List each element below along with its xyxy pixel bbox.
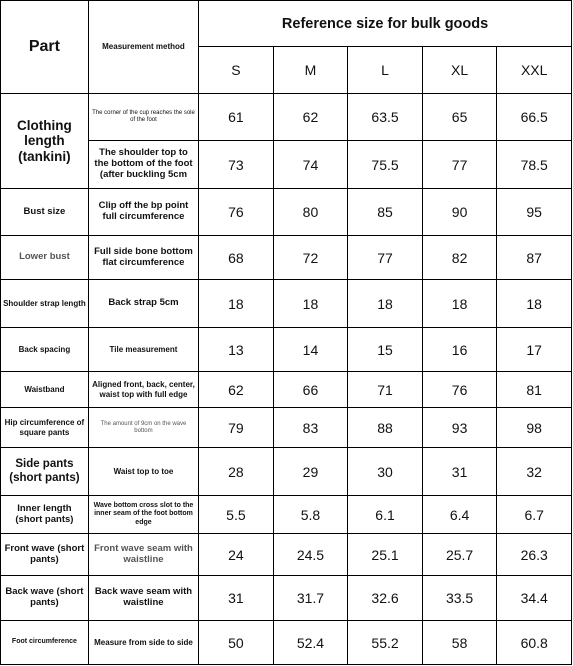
table-row [1,236,572,280]
value-cell: 78.5 [497,141,572,189]
value-cell: 33.5 [422,576,497,621]
table-row [1,534,572,576]
header-size-l: L [348,47,423,94]
table-row [1,189,572,236]
value-cell: 28 [199,448,274,496]
value-cell: 5.8 [273,496,348,534]
header-size-xl: XL [422,47,497,94]
value-cell: 63.5 [348,94,423,141]
value-cell: 18 [273,280,348,328]
value-cell: 62 [273,94,348,141]
table-row [1,280,572,328]
method-cell: Tile measurement [88,328,198,372]
method-cell: The corner of the cup reaches the sole of the foot [88,94,198,141]
value-cell: 30 [348,448,423,496]
value-cell: 75.5 [348,141,423,189]
value-cell: 93 [422,408,497,448]
value-cell: 29 [273,448,348,496]
header-size-s: S [199,47,274,94]
part-cell: Hip circumference of square pants [1,408,89,448]
method-cell: Back wave seam with waistline [88,576,198,621]
table-row [1,408,572,448]
value-cell: 17 [497,328,572,372]
header-method: Measurement method [88,1,198,94]
value-cell: 18 [422,280,497,328]
value-cell: 25.1 [348,534,423,576]
part-cell: Bust size [1,189,89,236]
value-cell: 31 [199,576,274,621]
value-cell: 52.4 [273,621,348,665]
value-cell: 58 [422,621,497,665]
table-row [1,328,572,372]
value-cell: 62 [199,372,274,408]
value-cell: 88 [348,408,423,448]
value-cell: 24 [199,534,274,576]
value-cell: 18 [199,280,274,328]
value-cell: 6.7 [497,496,572,534]
value-cell: 66.5 [497,94,572,141]
value-cell: 79 [199,408,274,448]
value-cell: 76 [422,372,497,408]
value-cell: 81 [497,372,572,408]
method-cell: Full side bone bottom flat circumference [88,236,198,280]
method-cell: The shoulder top to the bottom of the foot (after buckling 5cm [88,141,198,189]
value-cell: 16 [422,328,497,372]
part-cell: Inner length (short pants) [1,496,89,534]
part-cell: Shoulder strap length [1,280,89,328]
value-cell: 87 [497,236,572,280]
part-cell: Lower bust [1,236,89,280]
part-cell: Waistband [1,372,89,408]
value-cell: 55.2 [348,621,423,665]
value-cell: 18 [348,280,423,328]
value-cell: 77 [348,236,423,280]
value-cell: 98 [497,408,572,448]
value-cell: 72 [273,236,348,280]
value-cell: 61 [199,94,274,141]
value-cell: 90 [422,189,497,236]
value-cell: 25.7 [422,534,497,576]
table-row [1,621,572,665]
part-cell: Back spacing [1,328,89,372]
value-cell: 82 [422,236,497,280]
value-cell: 5.5 [199,496,274,534]
value-cell: 14 [273,328,348,372]
value-cell: 31 [422,448,497,496]
value-cell: 32 [497,448,572,496]
value-cell: 6.4 [422,496,497,534]
value-cell: 15 [348,328,423,372]
method-cell: Measure from side to side [88,621,198,665]
method-cell: The amount of 9cm on the wave bottom [88,408,198,448]
part-cell: Front wave (short pants) [1,534,89,576]
value-cell: 31.7 [273,576,348,621]
table-row [1,94,572,141]
value-cell: 76 [199,189,274,236]
method-cell: Clip off the bp point full circumference [88,189,198,236]
part-cell: Clothing length (tankini) [1,94,89,189]
value-cell: 71 [348,372,423,408]
value-cell: 68 [199,236,274,280]
value-cell: 13 [199,328,274,372]
value-cell: 83 [273,408,348,448]
header-size-xxl: XXL [497,47,572,94]
value-cell: 32.6 [348,576,423,621]
method-cell: Waist top to toe [88,448,198,496]
method-cell: Aligned front, back, center, waist top with full edge [88,372,198,408]
value-cell: 34.4 [497,576,572,621]
table-row [1,576,572,621]
table-row [1,448,572,496]
value-cell: 24.5 [273,534,348,576]
value-cell: 6.1 [348,496,423,534]
value-cell: 73 [199,141,274,189]
value-cell: 77 [422,141,497,189]
value-cell: 26.3 [497,534,572,576]
value-cell: 85 [348,189,423,236]
value-cell: 80 [273,189,348,236]
value-cell: 50 [199,621,274,665]
table-row [1,372,572,408]
table-row [1,496,572,534]
value-cell: 18 [497,280,572,328]
method-cell: Front wave seam with waistline [88,534,198,576]
value-cell: 95 [497,189,572,236]
value-cell: 66 [273,372,348,408]
method-cell: Back strap 5cm [88,280,198,328]
method-cell: Wave bottom cross slot to the inner seam of the foot bottom edge [88,496,198,534]
value-cell: 74 [273,141,348,189]
header-reference: Reference size for bulk goods [199,1,572,47]
value-cell: 65 [422,94,497,141]
part-cell: Side pants (short pants) [1,448,89,496]
value-cell: 60.8 [497,621,572,665]
part-cell: Back wave (short pants) [1,576,89,621]
part-cell: Foot circumference [1,621,89,665]
header-part: Part [1,1,89,94]
header-size-m: M [273,47,348,94]
